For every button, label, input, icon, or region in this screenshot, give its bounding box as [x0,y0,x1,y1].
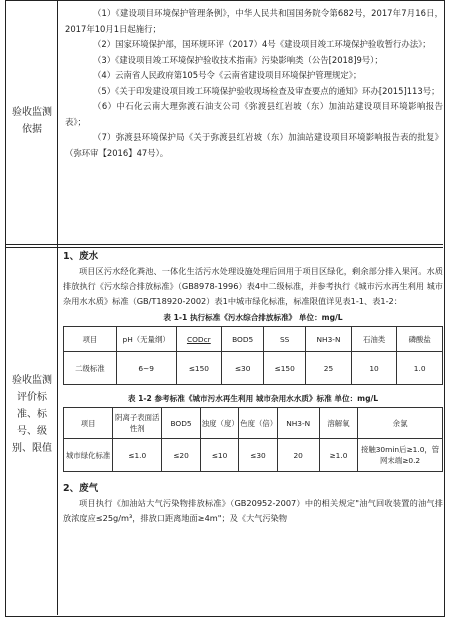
table2-cell: ≤1.0 [113,439,162,472]
table2-header: 溶解氧 [319,408,357,439]
table1-caption: 表 1-1 执行标准《污水综合排放标准》 单位：mg/L [163,313,343,322]
table2-cell: 20 [277,439,319,472]
table1-cell: 6~9 [116,352,176,385]
table1-header: CODcr [176,327,222,352]
basis-item: （6）中石化云南大理弥渡石油支公司《弥渡县红岩坡（东）加油站建设项目环境影响报告表》； [65,101,443,127]
table2-header: NH3-N [277,408,319,439]
table2-caption: 表 1-2 参考标准《城市污水再生利用 城市杂用水水质》标准 单位：mg/L [127,394,379,403]
table1-header: 磷酸盐 [397,327,443,352]
table2-header: 余氯 [358,408,443,439]
table1-header: pH（无量纲） [116,327,176,352]
table2 [63,407,443,472]
basis-item: （1）《建设项目环境保护管理条例》，中华人民共和国国务院令第682号，2017年7月16日，2017年10月1日起施行； [65,8,443,34]
row-divider-double [5,247,443,248]
table2-cell: 城市绿化标准 [64,439,113,472]
table1-cell: ≤150 [264,352,306,385]
table1-cell: 二级标准 [64,352,117,385]
basis-item: （7）弥渡县环境保护局《关于弥渡县红岩坡（东）加油站建设项目环境影响报告表的批复》（弥环审【2016】47号）。 [65,132,443,158]
table1-cell: 1.0 [397,352,443,385]
table1-cell: 10 [351,352,397,385]
table1 [63,326,443,385]
water-heading: 1、废水 [63,251,99,262]
gas-heading: 2、废气 [63,483,99,494]
table1-header: SS [264,327,306,352]
document-page [5,0,445,617]
basis-label: 验收监测依据 [12,107,52,135]
standards-label: 验收监测评价标准、标号、级别、限值 [12,375,52,454]
table1-header: NH3-N [306,327,352,352]
table2-cell: ≥1.0 [319,439,357,472]
table2-cell: ≤30 [239,439,277,472]
table2-header: 色度（倍） [239,408,277,439]
basis-item: （5）《关于印发建设项目竣工环境保护验收现场检查及审查要点的通知》环办[2015]113号； [93,85,440,96]
table1-header: BOD5 [222,327,264,352]
table1-header: 项目 [64,327,117,352]
table2-cell: 接触30min后≥1.0，管网末端≥0.2 [358,439,443,472]
table2-header: 阴离子表面活性剂 [113,408,162,439]
gas-paragraph: 项目执行《加油站大气污染物排放标准》（GB20952-2007）中的相关规定"油气回收装置的油气排放浓度应≤25g/m³，排放口距离地面≥4m"；及《大气污染物 [63,498,443,523]
basis-item: （4）云南省人民政府第105号令《云南省建设项目环境保护管理规定》； [93,70,362,80]
basis-item: （2）国家环境保护部，国环规环评（2017）4号《建设项目竣工环境保护验收暂行办法》； [93,39,431,49]
table1-cell: ≤30 [222,352,264,385]
table2-header: 项目 [64,408,113,439]
column-divider [57,0,58,615]
table2-header: 浊度（度） [200,408,238,439]
standards-section [63,250,443,526]
table2-header: BOD5 [162,408,200,439]
table1-header: 石油类 [351,327,397,352]
basis-list [65,6,443,161]
water-paragraph: 项目区污水经化粪池、一体化生活污水处理设施处理后回用于项目区绿化，剩余部分排入果河。水质排放执行《污水综合排放标准》（GB8978-1996）表4中二级标准，并参考执行《城市污水再生利用 城市杂用水水质》标准（GB/T18920-2002）表1中城市绿化标准，标准限值详见表1-1、表1-2： [63,266,443,306]
table1-cell: ≤150 [176,352,222,385]
basis-item: （3）《建设项目竣工环境保护验收技术指南》污染影响类（公告[2018]9号）； [93,54,383,65]
row-divider [5,244,443,245]
table1-cell: 25 [306,352,352,385]
table2-cell: ≤10 [200,439,238,472]
table2-cell: ≤20 [162,439,200,472]
